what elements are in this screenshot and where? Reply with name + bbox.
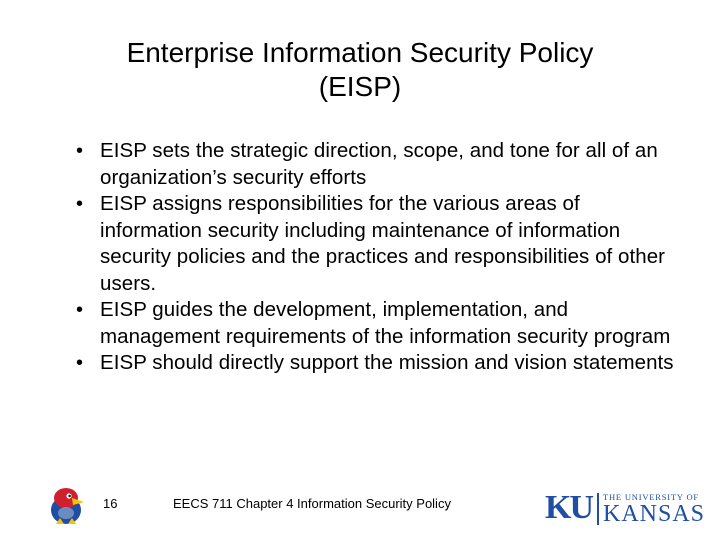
bullet-item	[76, 297, 686, 350]
bullet-text: EISP sets the strategic direction, scope, and tone for all of an organization’s security efforts	[100, 139, 658, 189]
bullet-marker: •	[76, 352, 84, 374]
bullet-text: EISP guides the development, implementation, and management requirements of the information security program	[100, 298, 671, 348]
footer-course-text: EECS 711 Chapter 4 Information Security Policy	[173, 496, 451, 511]
bullet-item	[76, 191, 686, 297]
bullet-item	[76, 350, 686, 377]
ku-logo	[545, 489, 706, 527]
slide-title-line-2: (EISP)	[318, 71, 402, 102]
bullet-text: EISP should directly support the mission and vision statements	[100, 351, 674, 374]
ku-logo-name: KANSAS	[603, 501, 706, 527]
bullet-list	[76, 138, 686, 377]
bullet-marker: •	[76, 299, 84, 321]
page-number: 16	[103, 496, 118, 511]
slide-title-line-1: Enterprise Information Security Policy	[126, 37, 594, 68]
bullet-item	[76, 138, 686, 191]
jayhawk-mascot-icon	[44, 484, 88, 528]
bullet-marker: •	[76, 193, 84, 215]
ku-logo-mark: KU	[545, 489, 592, 526]
ku-logo-university: THE UNIVERSITY OF	[603, 492, 699, 502]
bullet-marker: •	[76, 140, 84, 162]
ku-logo-divider	[597, 493, 599, 525]
bullet-text: EISP assigns responsibilities for the various areas of information security including maintenance of information security policies and the practices and responsibilities of other users.	[100, 192, 666, 295]
slide-title	[40, 36, 680, 104]
